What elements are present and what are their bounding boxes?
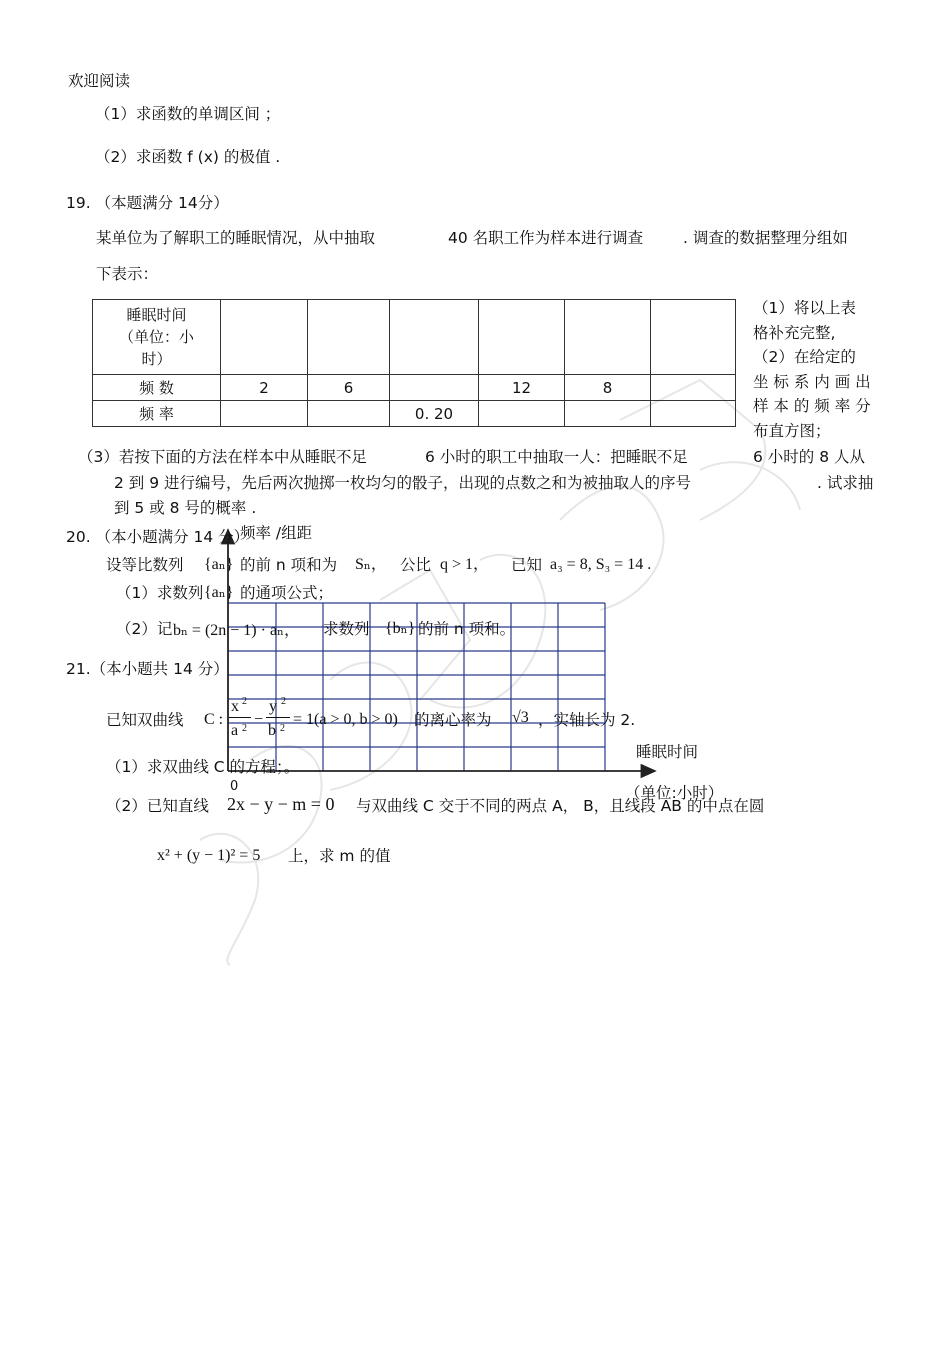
q20-ratio-label: 公比 [400, 556, 432, 574]
fraction-a-den: a [231, 722, 239, 739]
q21-intro-b: 的离心率为 [414, 711, 492, 729]
q19-intro-a: 某单位为了解职工的睡眠情况，从中抽取 [96, 229, 376, 247]
fraction-b-den: b [268, 722, 276, 739]
q20-line1-b: 的前 n 项和为 [240, 556, 338, 574]
fraction-bar [229, 717, 251, 718]
fraction-bar [266, 717, 290, 718]
q20-part2-b: 求数列 [323, 620, 370, 638]
q20-title: 20. （本小题满分 14 分） [66, 528, 250, 546]
q20-part1-b: 的通项公式； [240, 584, 334, 602]
q19-title: 19. （本题满分 14分） [66, 194, 229, 212]
freq-cell: 8 [565, 375, 651, 401]
q20-part2-a: （2）记 [116, 620, 173, 638]
freq-label: 频 数 [93, 375, 221, 401]
chart-origin: 0 [230, 779, 239, 794]
q21-intro-c: ，实轴长为 2. [538, 711, 636, 729]
freq-cell: 2 [221, 375, 308, 401]
sup-2: 2 [281, 696, 286, 707]
q20-seq-b: {bₙ} [385, 620, 416, 637]
q21-part2-a: （2）已知直线 [106, 797, 209, 815]
sqrt3: √3 [512, 709, 529, 726]
rate-cell: 0. 20 [390, 401, 479, 427]
sup-2: 2 [242, 723, 247, 734]
q19-part3-line3: 到 5 或 8 号的概率 . [114, 499, 257, 517]
q19-intro-line2: 下表示： [96, 265, 159, 283]
q21-part1: （1）求双曲线 C 的方程；。 [106, 758, 300, 776]
q19-intro-c: . 调查的数据整理分组如 [683, 229, 848, 247]
freq-cell: 12 [479, 375, 565, 401]
q20-ratio: q > 1， [440, 556, 490, 573]
q19-part3-b: 6 小时的职工中抽取一人：把睡眠不足 [425, 448, 688, 466]
q18-part1: （1）求函数的单调区间 ； [95, 105, 281, 123]
q20-seq-a-2: {aₙ} [204, 584, 234, 601]
q19-intro-b: 40 名职工作为样本进行调查 [448, 229, 644, 247]
q21-title: 21.（本小题共 14 分） [66, 660, 229, 678]
q19-part3-a: （3）若按下面的方法在样本中从睡眠不足 [78, 448, 367, 466]
q20-known-label: 已知 [511, 556, 543, 574]
hyperbola-eq-rest: = 1(a > 0, b > 0) [293, 711, 398, 728]
q19-part3-line2-a: 2 到 9 进行编号，先后两次抛掷一枚均匀的骰子，出现的点数之和为被抽取人的序号 [114, 474, 692, 492]
fraction-y-num: y [269, 698, 277, 715]
q20-bn-formula: bₙ = (2n − 1) · aₙ， [173, 622, 300, 639]
q19-side-text: （1）将以上表 格补充完整, （2）在给定的 坐 标 系 内 画 出 样 本 的 频 率 分 布直方图； [753, 299, 871, 440]
q21-c-label: C : [204, 711, 224, 728]
chart-x-label: 睡眠时间 [636, 743, 699, 761]
q18-part2: （2）求函数 f (x) 的极值 . [95, 148, 281, 166]
q21-intro-a: 已知双曲线 [106, 711, 184, 729]
sup-2: 2 [280, 723, 285, 734]
chart-y-label: 频率 /组距 [240, 524, 313, 542]
q20-sn: Sₙ， [355, 556, 387, 573]
q19-part3-c: 6 小时的 8 人从 [753, 448, 866, 466]
table-row-header: 睡眠时间 （单位：小 时） [93, 300, 221, 375]
rate-label: 频 率 [93, 401, 221, 427]
minus-sign: − [254, 711, 264, 728]
freq-cell: 6 [308, 375, 390, 401]
page-header: 欢迎阅读 [68, 72, 131, 90]
q20-known: a₃ = 8, S₃ = 14 . [550, 556, 652, 573]
q20-part1-a: （1）求数列 [116, 584, 204, 602]
q21-part2-b: 与双曲线 C 交于不同的两点 A， B，且线段 AB 的中点在圆 [356, 797, 765, 815]
q21-part2-c: 上，求 m 的值 [288, 847, 391, 865]
q20-line1-a: 设等比数列 [106, 556, 184, 574]
line-equation: 2x − y − m = 0 [227, 794, 335, 814]
fraction-x-num: x [231, 698, 239, 715]
q20-seq-a: {aₙ} [204, 556, 234, 573]
chart-x-unit: （单位:小时） [625, 784, 724, 802]
sup-2: 2 [242, 696, 247, 707]
circle-equation: x² + (y − 1)² = 5 [157, 847, 261, 864]
q20-part2-c: 的前 n 项和。 [418, 620, 516, 638]
q19-part3-line2-b: . 试求抽 [817, 474, 874, 492]
